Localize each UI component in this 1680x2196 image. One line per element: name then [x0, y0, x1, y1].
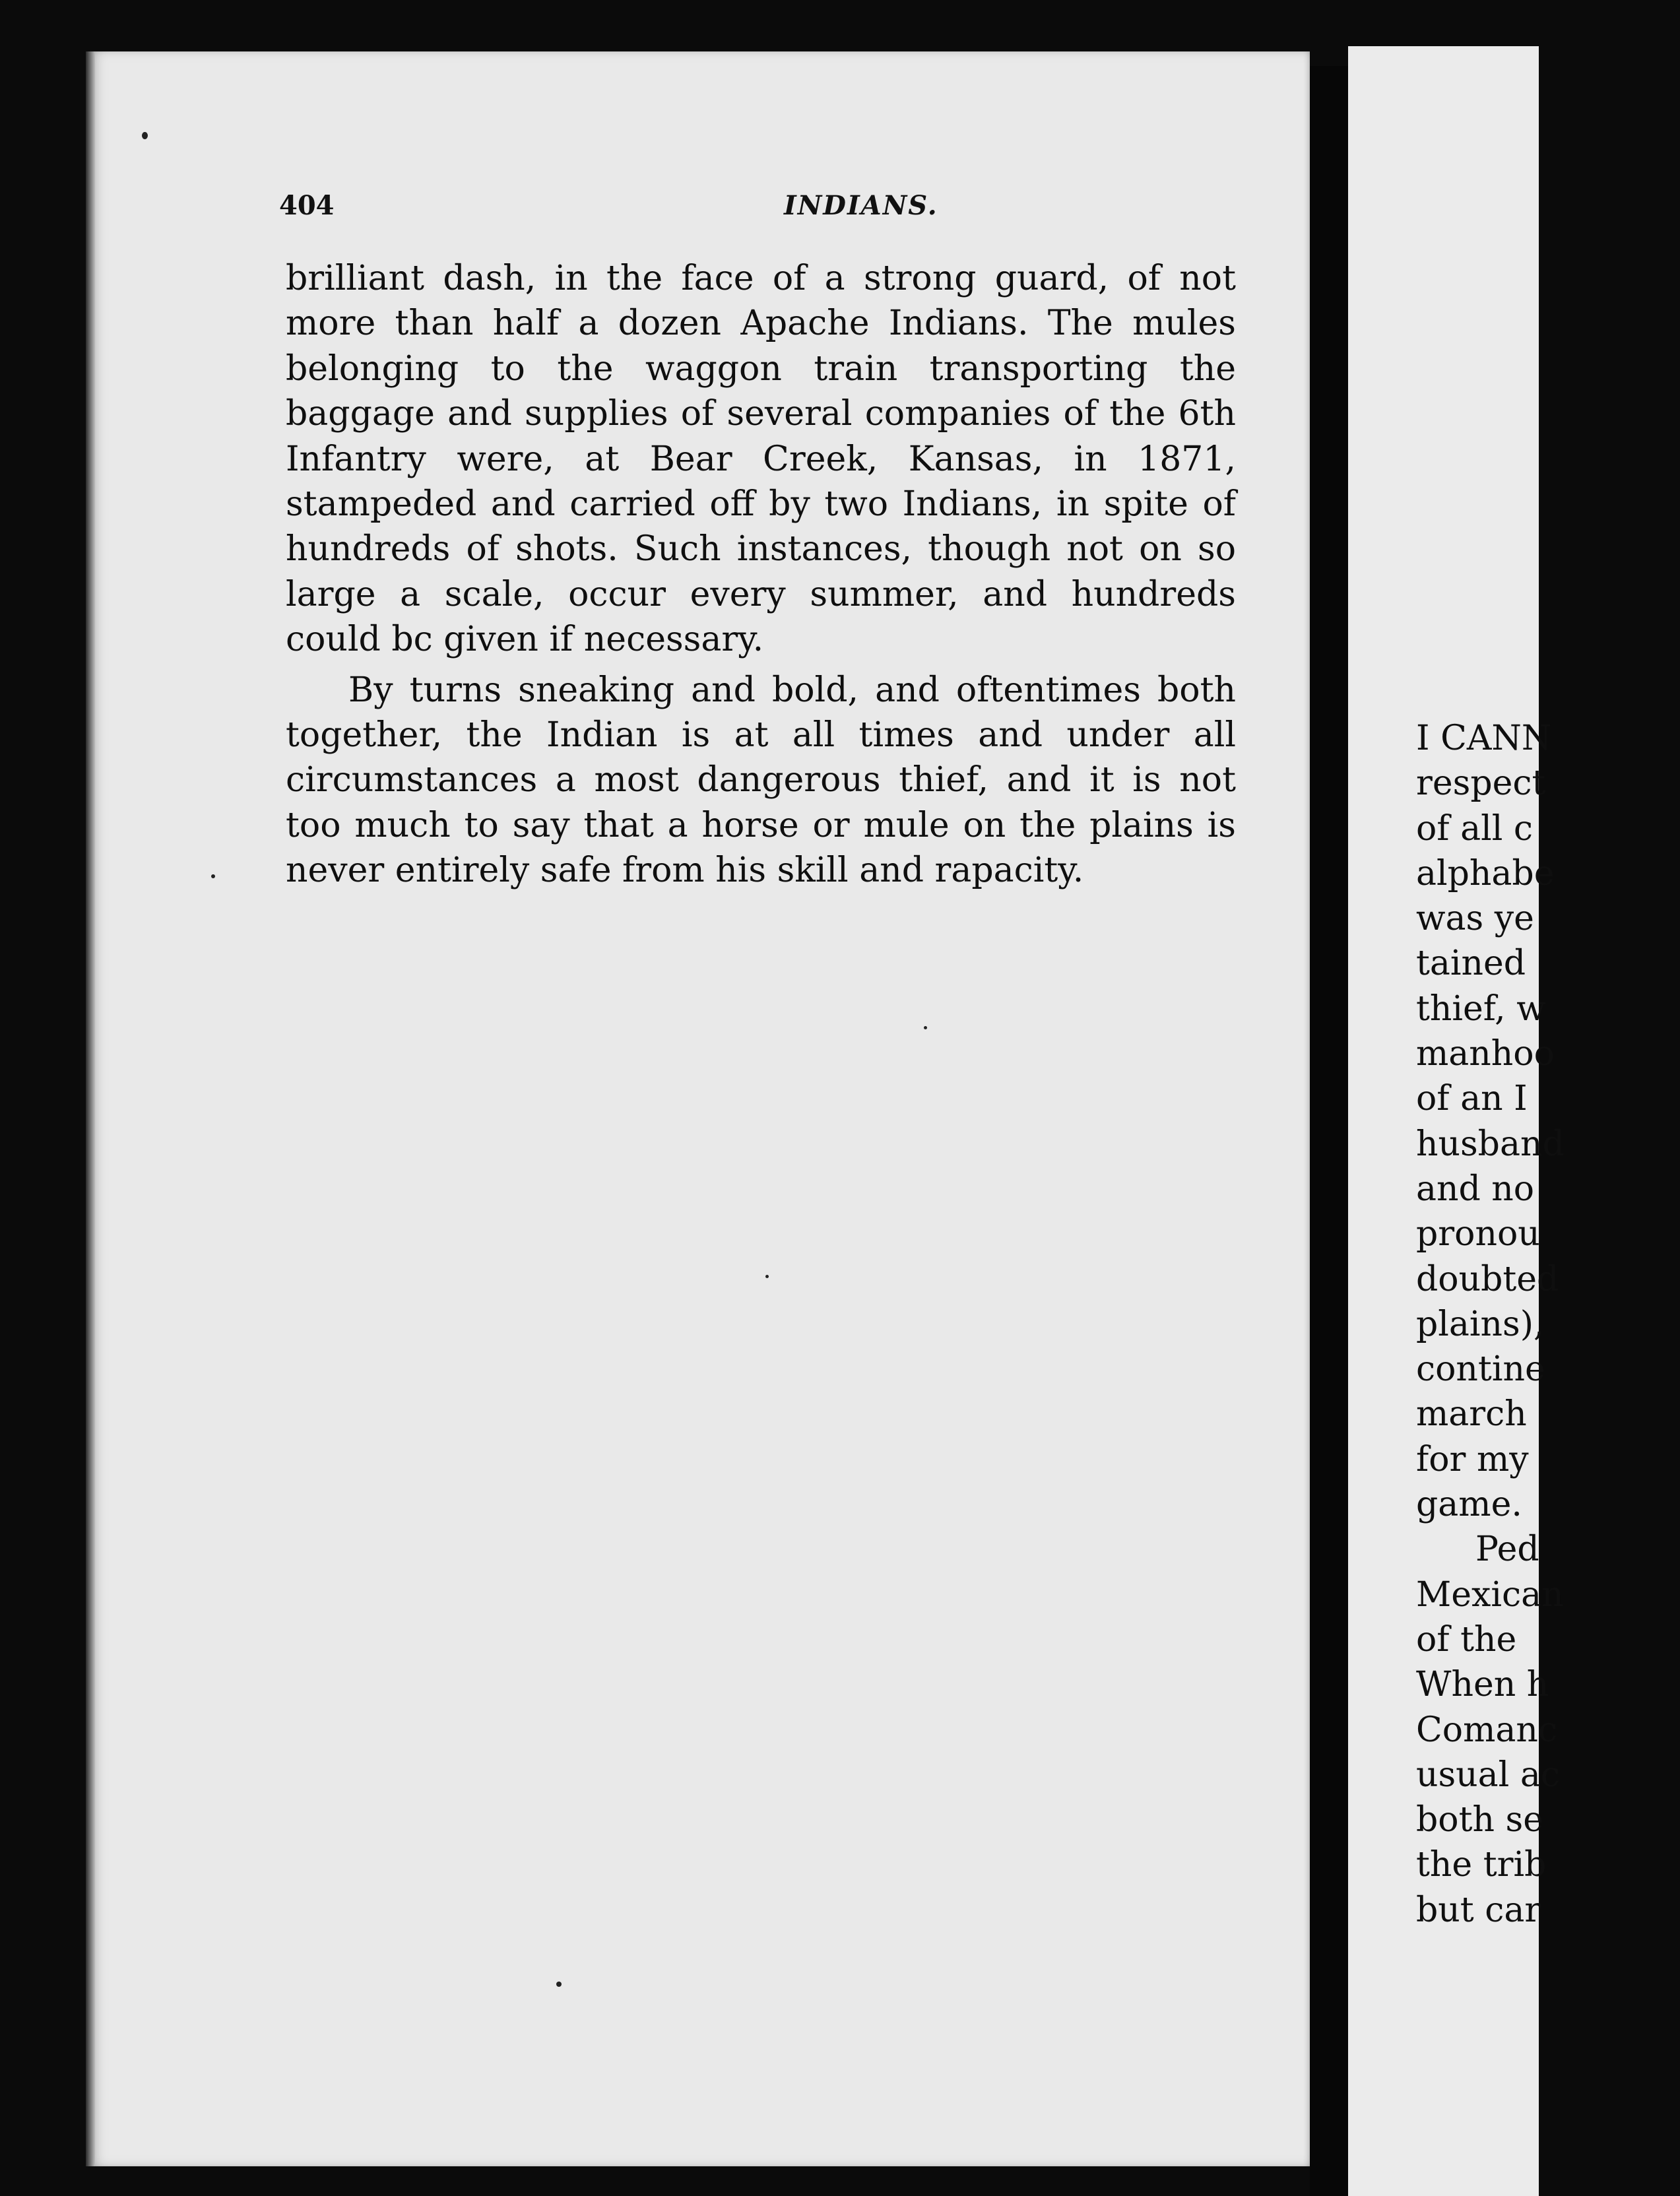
right-line: respect: [1416, 763, 1546, 804]
paragraph-2: By turns sneaking and bold, and oftentimes both together, the Indian is at all times and under all circumstances a most dangerous thief, and it is not too much to say that a horse or mule on the plains is never entirely safe from his skill and rapacity.: [286, 670, 1236, 891]
right-page: [1348, 46, 1565, 2196]
right-line: alphabe: [1416, 853, 1555, 893]
right-line: tained: [1416, 944, 1526, 984]
right-line: usual ac: [1416, 1755, 1560, 1795]
right-line: When h: [1416, 1665, 1549, 1705]
right-line: contine: [1416, 1349, 1545, 1390]
right-line: for my: [1416, 1439, 1529, 1479]
right-line: pronou: [1416, 1214, 1540, 1254]
body-text: [286, 256, 1236, 893]
right-line: the trib: [1416, 1845, 1547, 1885]
right-line: Mexican: [1416, 1574, 1564, 1615]
scan-speck: [556, 1982, 562, 1987]
right-line: Comanc: [1416, 1710, 1558, 1750]
right-line: plains),: [1416, 1304, 1545, 1344]
paragraph-1: brilliant dash, in the face of a strong guard, of not more than half a dozen Apache Indians. The mules belonging to the waggon train transporting the baggage and supplies of several companies of the 6th Infantry were, at Bear Creek, Kansas, in 1871, stampeded and carried off by two Indians, in spite of hundreds of shots. Such instances, though not on so large a scale, occur every summer, and hundreds could bc given if necessary.: [286, 259, 1236, 660]
right-line: march: [1416, 1394, 1527, 1435]
right-line: doubted: [1416, 1259, 1559, 1299]
page-header: [190, 190, 1233, 230]
page-number: 404: [279, 190, 335, 221]
right-line: thief, w: [1416, 988, 1546, 1029]
right-line: Ped: [1475, 1530, 1539, 1570]
right-line: husband: [1416, 1124, 1565, 1164]
scan-speck: [211, 874, 215, 878]
right-line: game.: [1416, 1485, 1522, 1525]
right-line: both se: [1416, 1800, 1543, 1840]
right-line: of all c: [1416, 808, 1533, 849]
right-line: manhoo: [1416, 1034, 1555, 1074]
right-line: of the: [1416, 1619, 1517, 1660]
right-page-text: [1416, 716, 1680, 1933]
right-line: was ye: [1416, 899, 1534, 939]
right-line: I CANN: [1416, 719, 1552, 758]
right-line: of an I: [1416, 1079, 1528, 1119]
running-head: INDIANS.: [784, 190, 938, 221]
book-gutter: [1310, 66, 1348, 2196]
right-line: but car: [1416, 1890, 1541, 1930]
scan-speck: [924, 1026, 927, 1029]
scan-speck: [142, 132, 148, 139]
right-line: and no: [1416, 1169, 1535, 1209]
scan-speck: [765, 1275, 769, 1278]
